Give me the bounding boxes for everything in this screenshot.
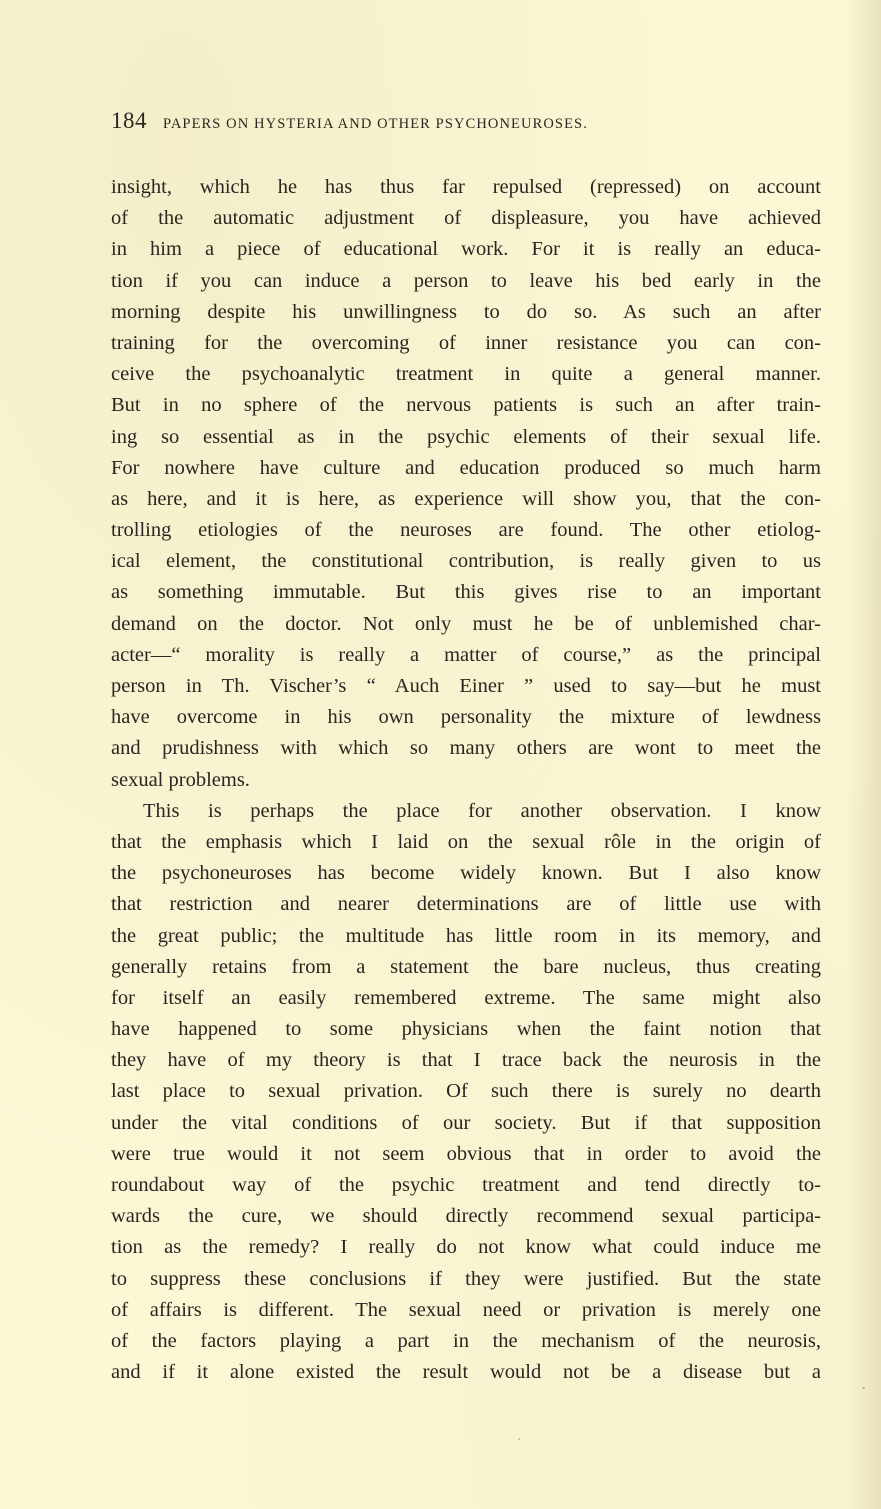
text-line: ical element, the constitutional contribution, is really given to us <box>111 550 821 573</box>
text-line: they have of my theory is that I trace back the neurosis in the <box>111 1049 821 1072</box>
running-head <box>111 108 821 138</box>
text-line: as something immutable. But this gives rise to an important <box>111 581 821 604</box>
text-line: sexual problems. <box>111 768 250 791</box>
text-line: For nowhere have culture and education produced so much harm <box>111 456 821 479</box>
text-line: demand on the doctor. Not only must he be of unblemished char- <box>111 612 821 635</box>
body-text <box>111 172 821 1388</box>
text-line: were true would it not seem obvious that in order to avoid the <box>111 1142 821 1165</box>
text-line: and prudishness with which so many others are wont to meet the <box>111 737 821 760</box>
text-line: training for the overcoming of inner resistance you can con- <box>111 331 821 354</box>
paragraph-1 <box>111 172 821 796</box>
text-line: wards the cure, we should directly recommend sexual participa- <box>111 1205 821 1228</box>
paragraph-2 <box>111 796 821 1389</box>
paper-speck <box>518 1438 520 1440</box>
text-line: the psychoneuroses has become widely known. But I also know <box>111 862 821 885</box>
text-line: under the vital conditions of our society. But if that supposition <box>111 1111 821 1134</box>
text-line: to suppress these conclusions if they were justified. But the state <box>111 1267 821 1290</box>
text-line: of the factors playing a part in the mechanism of the neurosis, <box>111 1329 821 1352</box>
text-line: of the automatic adjustment of displeasure, you have achieved <box>111 207 821 230</box>
page-number: 184 <box>111 108 147 133</box>
text-line: tion if you can induce a person to leave his bed early in the <box>111 269 821 292</box>
text-line: in him a piece of educational work. For it is really an educa- <box>111 238 821 261</box>
text-line: But in no sphere of the nervous patients is such an after train- <box>111 394 821 417</box>
text-line: tion as the remedy? I really do not know what could induce me <box>111 1236 821 1259</box>
text-line: for itself an easily remembered extreme. The same might also <box>111 986 821 1009</box>
text-line: roundabout way of the psychic treatment and tend directly to- <box>111 1174 821 1196</box>
paper-speck <box>862 1387 865 1389</box>
text-line: that the emphasis which I laid on the sexual rôle in the origin of <box>111 830 821 853</box>
text-line: that restriction and nearer determinations are of little use with <box>111 893 821 916</box>
text-line: person in Th. Vischer’s “ Auch Einer ” used to say—but he must <box>111 675 821 697</box>
text-line: of affairs is different. The sexual need or privation is merely one <box>111 1298 821 1321</box>
text-line: trolling etiologies of the neuroses are found. The other etiolog- <box>111 519 821 542</box>
text-line: have happened to some physicians when the faint notion that <box>111 1018 821 1041</box>
text-line: generally retains from a statement the bare nucleus, thus creating <box>111 955 821 978</box>
text-line: acter—“ morality is really a matter of course,” as the principal <box>111 643 821 666</box>
text-line: ing so essential as in the psychic elements of their sexual life. <box>111 425 821 448</box>
text-line: last place to sexual privation. Of such there is surely no dearth <box>111 1080 821 1103</box>
running-title: PAPERS ON HYSTERIA AND OTHER PSYCHONEUROSES. <box>163 116 588 132</box>
text-line: ceive the psychoanalytic treatment in quite a general manner. <box>111 363 821 386</box>
text-line: insight, which he has thus far repulsed (repressed) on account <box>111 176 821 198</box>
text-line: the great public; the multitude has little room in its memory, and <box>111 924 821 947</box>
text-line: This is perhaps the place for another observation. I know <box>143 799 821 822</box>
text-line: have overcome in his own personality the mixture of lewdness <box>111 706 821 729</box>
text-line: as here, and it is here, as experience will show you, that the con- <box>111 487 821 510</box>
text-line: and if it alone existed the result would not be a disease but a <box>111 1361 821 1384</box>
text-line: morning despite his unwillingness to do so. As such an after <box>111 300 821 323</box>
